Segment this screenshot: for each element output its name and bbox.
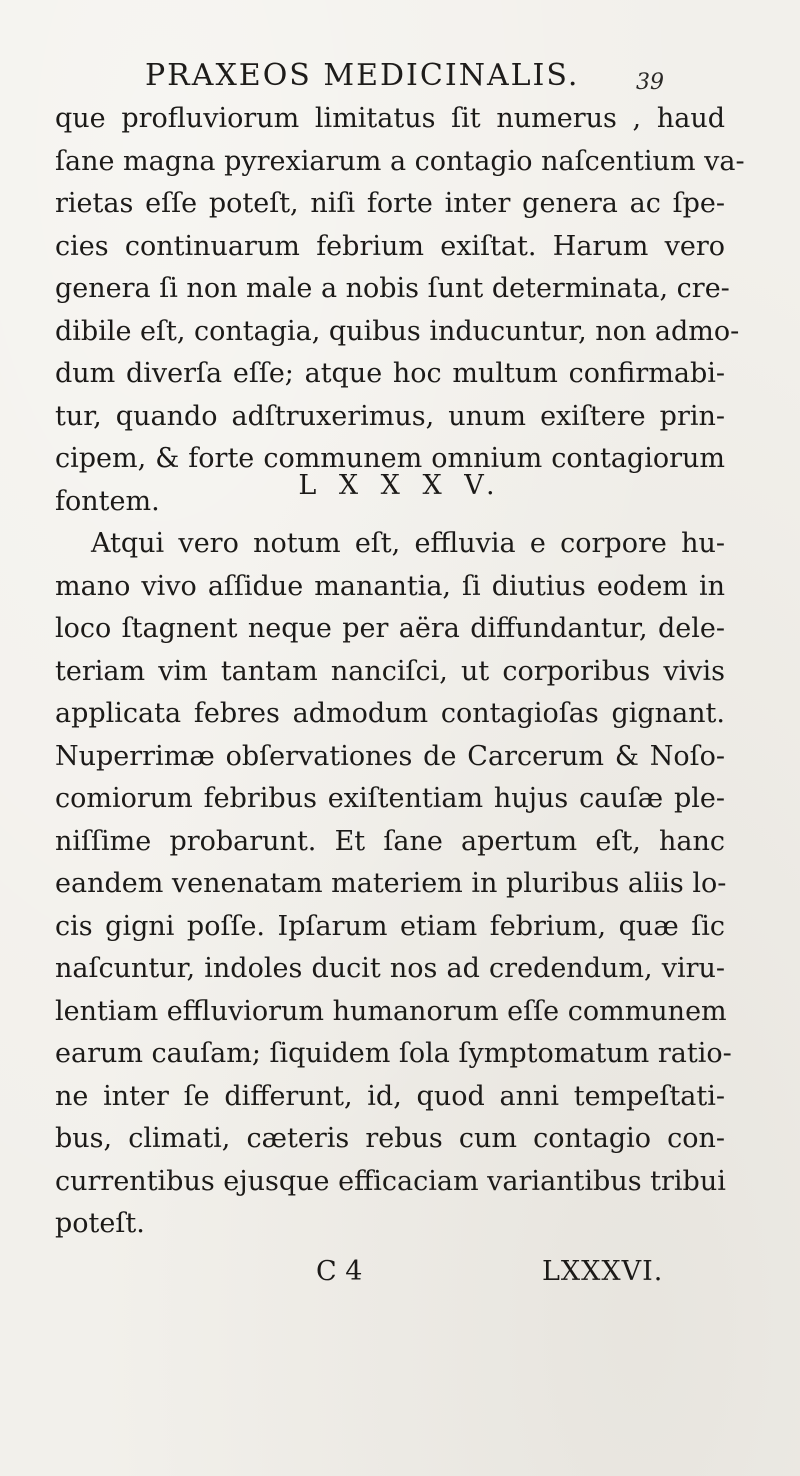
text-line: mano vivo aſſidue manantia, ſi diutius eodem in: [55, 570, 725, 602]
text-line: tur, quando adſtruxerimus, unum exiſtere prin-: [55, 400, 725, 432]
text-line: que profluviorum limitatus ſit numerus , haud: [55, 103, 725, 134]
section-heading: L X X X V.: [298, 470, 502, 501]
text-line: eandem venenatam materiem in pluribus aliis lo-: [55, 868, 727, 899]
text-line: bus, climati, cæteris rebus cum contagio con-: [55, 1123, 725, 1154]
text-line: lentiam effluviorum humanorum eſſe communem: [55, 995, 727, 1027]
text-line: earum cauſam; ſiquidem ſola ſymptomatum ratio-: [55, 1038, 732, 1069]
text-line: currentibus ejusque efficaciam variantibus tribui: [55, 1165, 726, 1197]
text-line: cis gigni poſſe. Ipſarum etiam febrium, quæ ſic: [55, 910, 725, 942]
text-line: cies continuarum febrium exiſtat. Harum vero: [55, 230, 725, 262]
text-line: ſane magna pyrexiarum a contagio naſcentium va-: [55, 145, 745, 177]
text-line: niſſime probarunt. Et ſane apertum eſt, hanc: [55, 825, 725, 857]
text-line: loco ſtagnent neque per aëra diffundantur, dele-: [55, 613, 725, 644]
text-line: teriam vim tantam nanciſci, ut corporibus vivis: [55, 655, 725, 687]
text-line: naſcuntur, indoles ducit nos ad credendum, viru-: [55, 953, 725, 984]
paragraph-1: [55, 98, 745, 523]
text-line: Nuperrimæ obſervationes de Carcerum & Noſo-: [55, 740, 725, 772]
text-line: genera ſi non male a nobis ſunt determinata, cre-: [55, 273, 730, 304]
text-line: applicata febres admodum contagioſas gignant.: [55, 698, 725, 729]
text-line: rietas eſſe poteſt, niſi forte inter genera ac ſpe-: [55, 188, 725, 219]
text-line: poteſt.: [55, 1208, 145, 1239]
page-number: 39: [636, 70, 664, 95]
text-line: comiorum febribus exiſtentiam hujus cauſæ ple-: [55, 783, 725, 814]
text-line: dum diverſa eſſe; atque hoc multum confirmabi-: [55, 358, 725, 389]
text-line: fontem.: [55, 485, 160, 517]
text-line: cipem, & forte communem omnium contagiorum: [55, 443, 725, 474]
catchword: LXXXVI.: [542, 1256, 664, 1287]
paragraph-2: [55, 523, 732, 1246]
signature-mark: C 4: [316, 1256, 363, 1287]
text-line: dibile eſt, contagia, quibus inducuntur, non admo-: [55, 315, 740, 347]
text-line: ne inter ſe differunt, id, quod anni tempeſtati-: [55, 1080, 725, 1112]
text-line: Atqui vero notum eſt, effluvia e corpore hu-: [91, 528, 725, 559]
running-title: PRAXEOS MEDICINALIS.: [145, 58, 580, 93]
